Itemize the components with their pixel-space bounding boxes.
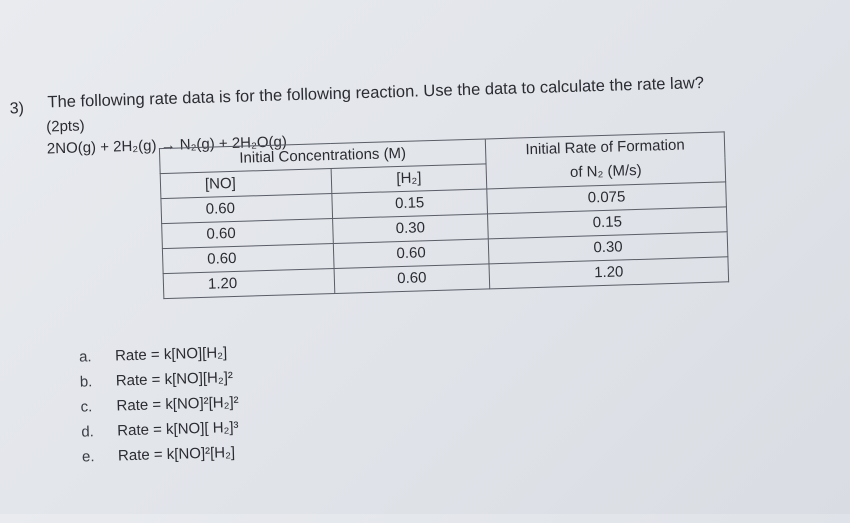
cell-h2: 0.30 [333, 214, 489, 244]
choice-text: Rate = k[NO]²[H₂] [117, 444, 236, 465]
choice-text: Rate = k[NO][H₂]² [115, 369, 234, 390]
choice-text: Rate = k[NO][H₂] [114, 344, 228, 365]
cell-rate: 0.30 [488, 232, 728, 264]
question-number: 3) [9, 100, 25, 118]
cell-no: 0.60 [162, 219, 334, 249]
cell-no: 0.60 [162, 244, 334, 274]
choice-text: Rate = k[NO][ H₂]³ [117, 418, 239, 440]
cell-h2: 0.60 [333, 239, 489, 269]
choice-letter: d. [81, 423, 95, 441]
question-text: The following rate data is for the following reaction. Use the data to calculate the rate law? [47, 73, 705, 112]
cell-rate: 0.15 [488, 207, 728, 239]
reaction-equation: 2NO(g) + 2H₂(g) → N₂(g) + 2H₂O(g) [46, 133, 288, 158]
header-initial-rate [485, 132, 725, 189]
cell-h2: 0.60 [334, 264, 490, 294]
header-initial-concentrations: Initial Concentrations (M) [159, 139, 486, 174]
cell-no: 0.60 [161, 194, 333, 224]
cell-no: 1.20 [163, 268, 335, 298]
question-points: (2pts) [45, 117, 85, 136]
rate-data-table [159, 131, 729, 299]
cell-rate: 1.20 [489, 257, 729, 289]
header-rate-line2: of N₂ (M/s) [569, 161, 642, 181]
choice-letter: e. [81, 448, 95, 466]
header-no: [NO] [160, 169, 332, 199]
choice-letter: c. [80, 398, 93, 416]
choice-letter: a. [78, 348, 92, 366]
answer-choices [79, 340, 241, 470]
choice-letter: b. [79, 373, 93, 391]
choice-text: Rate = k[NO]²[H₂]² [116, 393, 239, 415]
cell-rate: 0.075 [487, 182, 727, 214]
header-rate-line1: Initial Rate of Formation [525, 136, 685, 159]
header-h2: [H₂] [331, 164, 487, 194]
choice-e[interactable] [82, 440, 241, 470]
cell-h2: 0.15 [332, 189, 488, 219]
